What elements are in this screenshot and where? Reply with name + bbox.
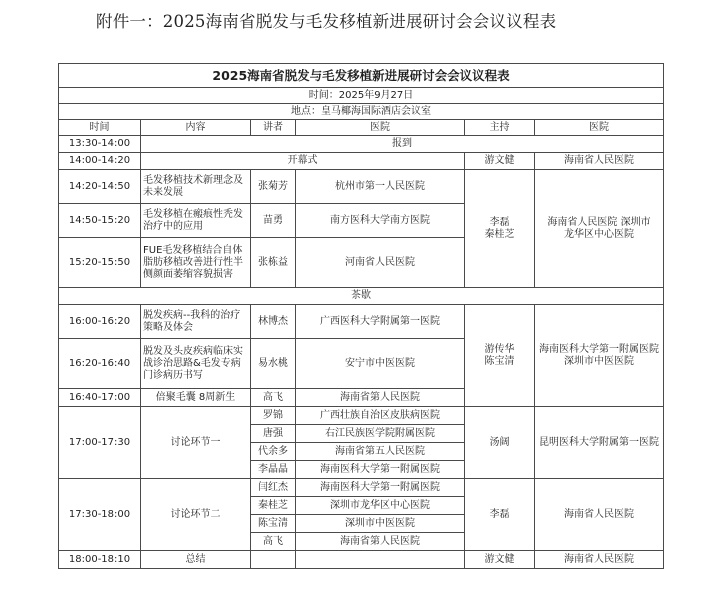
panelist-name: 李晶晶: [251, 461, 296, 479]
block-chair: 游传华 陈宝清: [465, 305, 535, 407]
attachment-title: 附件一：2025海南省脱发与毛发移植新进展研讨会会议议程表: [96, 12, 557, 31]
panelist-name: 高飞: [251, 533, 296, 551]
row-content: 毛发移植在瘢痕性秃发治疗中的应用: [141, 204, 251, 238]
discussion-2-chair-hospital: 海南省人民医院: [535, 479, 664, 551]
row-time: 16:20-16:40: [59, 339, 141, 389]
panelist-hospital: 海南省第五人民医院: [296, 443, 465, 461]
table-row: [59, 479, 664, 497]
discussion-1-time: 17:00-17:30: [59, 407, 141, 479]
row-time: 13:30-14:00: [59, 136, 141, 153]
row-event: 开幕式: [141, 153, 465, 170]
row-speaker: 林博杰: [251, 305, 296, 339]
row-hospital: 安宁市中医医院: [296, 339, 465, 389]
row-time: 18:00-18:10: [59, 551, 141, 569]
table-row: [59, 407, 664, 425]
panelist-hospital: 海南省第人民医院: [296, 533, 465, 551]
row-time: 16:00-16:20: [59, 305, 141, 339]
venue-line: 地点：皇马椰海国际酒店会议室: [59, 104, 664, 120]
block-chair: 李磊 秦桂芝: [465, 170, 535, 288]
row-content: 脱发疾病--我科的治疗策略及体会: [141, 305, 251, 339]
header-row: [59, 120, 664, 136]
row-speaker: 易水桃: [251, 339, 296, 389]
row-content: FUE毛发移植结合自体脂肪移植改善进行性半侧颜面萎缩容貌损害: [141, 238, 251, 288]
panelist-hospital: 深圳市龙华区中心医院: [296, 497, 465, 515]
panelist-name: 陈宝清: [251, 515, 296, 533]
row-hospital: 南方医科大学南方医院: [296, 204, 465, 238]
header-content: 内容: [141, 120, 251, 136]
discussion-2-title: 讨论环节二: [141, 479, 251, 551]
table-row: [59, 305, 664, 339]
row-speaker: 高飞: [251, 389, 296, 407]
panelist-name: 罗锦: [251, 407, 296, 425]
row-content: 脱发及头皮疾病临床实战诊治思路&毛发专病门诊病历书写: [141, 339, 251, 389]
discussion-1-title: 讨论环节一: [141, 407, 251, 479]
row-chair-hospital: 海南省人民医院: [535, 551, 664, 569]
row-time: 15:20-15:50: [59, 238, 141, 288]
row-hospital: 杭州市第一人民医院: [296, 170, 465, 204]
table-row: [59, 288, 664, 305]
panelist-name: 闫红杰: [251, 479, 296, 497]
row-content: 倍聚毛囊 8周新生: [141, 389, 251, 407]
row-time: 14:50-15:20: [59, 204, 141, 238]
row-hospital: 河南省人民医院: [296, 238, 465, 288]
row-speaker: 苗勇: [251, 204, 296, 238]
header-chair: 主持: [465, 120, 535, 136]
panelist-hospital: 右江民族医学院附属医院: [296, 425, 465, 443]
row-content: 总结: [141, 551, 251, 569]
table-row: [59, 551, 664, 569]
panelist-name: 秦桂芝: [251, 497, 296, 515]
discussion-1-chair: 汤阔: [465, 407, 535, 479]
table-row: [59, 170, 664, 204]
panelist-hospital: 深圳市中医医院: [296, 515, 465, 533]
row-chair-hospital: 海南省人民医院: [535, 153, 664, 170]
block-chair-hospital: 海南医科大学第一附属医院 深圳市中医医院: [535, 305, 664, 407]
row-hospital: 海南省第人民医院: [296, 389, 465, 407]
row-time: 14:20-14:50: [59, 170, 141, 204]
header-speaker: 讲者: [251, 120, 296, 136]
tea-break: 茶歇: [59, 288, 664, 305]
agenda-table: [58, 63, 664, 569]
table-title: 2025海南省脱发与毛发移植新进展研讨会会议议程表: [59, 64, 664, 88]
row-speaker: 张栋益: [251, 238, 296, 288]
discussion-1-chair-hospital: 昆明医科大学附属第一医院: [535, 407, 664, 479]
header-time: 时间: [59, 120, 141, 136]
panelist-hospital: 海南医科大学第一附属医院: [296, 479, 465, 497]
table-row: [59, 153, 664, 170]
row-chair: 游文健: [465, 551, 535, 569]
row-time: 14:00-14:20: [59, 153, 141, 170]
row-content: 毛发移植技术新理念及未来发展: [141, 170, 251, 204]
panelist-name: 代余多: [251, 443, 296, 461]
table-row: [59, 136, 664, 153]
row-hospital: 广西医科大学附属第一医院: [296, 305, 465, 339]
header-hospital: 医院: [296, 120, 465, 136]
panelist-name: 唐强: [251, 425, 296, 443]
block-chair-hospital: 海南省人民医院 深圳市龙华区中心医院: [535, 170, 664, 288]
date-line: 时间：2025年9月27日: [59, 88, 664, 104]
header-chair-hospital: 医院: [535, 120, 664, 136]
panelist-hospital: 广西壮族自治区皮肤病医院: [296, 407, 465, 425]
row-speaker: 张菊芳: [251, 170, 296, 204]
panelist-hospital: 海南医科大学第一附属医院: [296, 461, 465, 479]
row-time: 16:40-17:00: [59, 389, 141, 407]
row-event: 报到: [141, 136, 664, 153]
row-chair: 游文健: [465, 153, 535, 170]
discussion-2-time: 17:30-18:00: [59, 479, 141, 551]
discussion-2-chair: 李磊: [465, 479, 535, 551]
